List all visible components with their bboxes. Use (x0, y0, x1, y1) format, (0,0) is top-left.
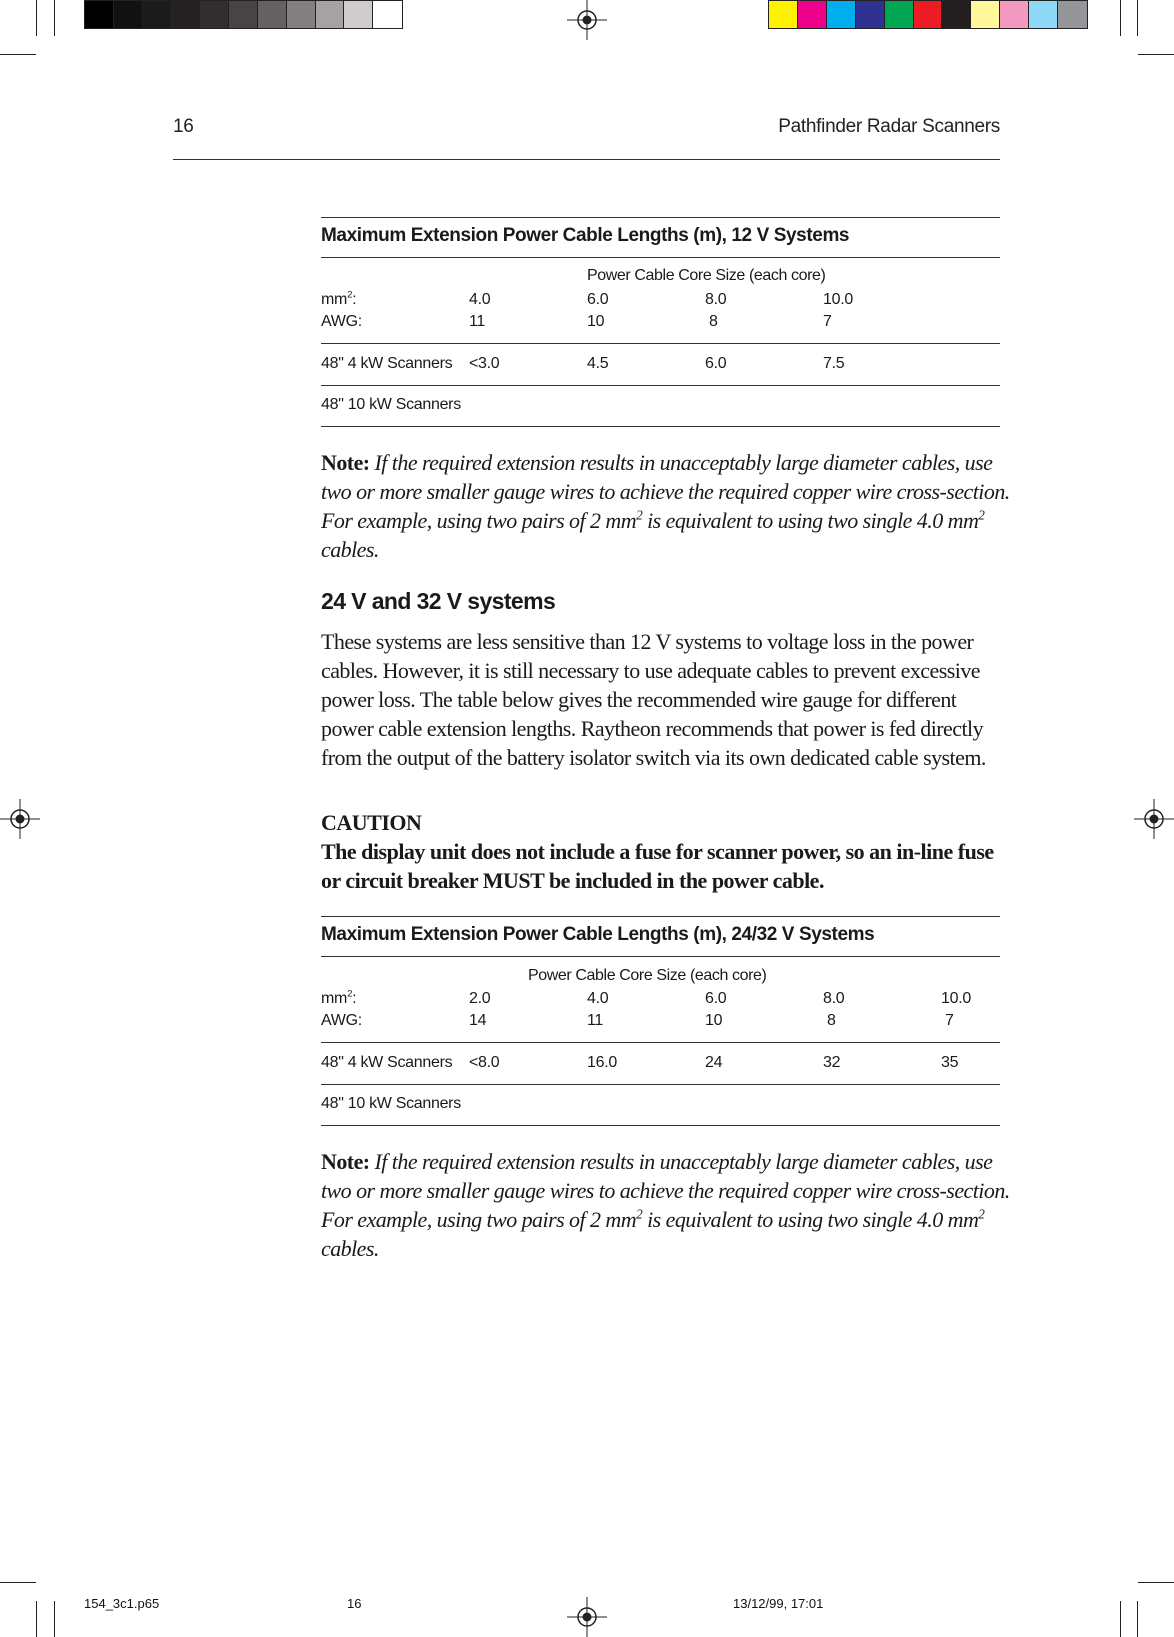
table-cell: 10 (587, 313, 605, 330)
table-cell: 14 (469, 1012, 487, 1029)
table-cell: 6.0 (705, 355, 727, 372)
table-cell: 8.0 (823, 990, 845, 1007)
table-cell: 8 (827, 1012, 836, 1029)
registration-mark-icon (567, 0, 607, 40)
registration-mark-icon (0, 799, 40, 839)
table-rule (321, 257, 1000, 258)
running-title: Pathfinder Radar Scanners (778, 116, 1000, 137)
table-cell: 4.0 (469, 291, 491, 308)
color-swatch (1058, 1, 1087, 28)
row-label-awg: AWG: (321, 1012, 362, 1029)
note-text: If the required extension results in unacceptably large diameter cables, use two or more smaller gauge wires to achieve the required copper wire cross-section. For example, using two pairs of 2 $mm^2$ is equivalent to using two single 4.0 $mm^2$ cables. (321, 1149, 1010, 1261)
row-label-mm: $mm^2$: (321, 988, 357, 1007)
color-swatch (798, 1, 827, 28)
table-rule (321, 385, 1000, 386)
color-swatch (971, 1, 1000, 28)
color-swatch (1000, 1, 1029, 28)
color-swatch (114, 1, 143, 28)
color-swatch (258, 1, 287, 28)
row-label-4kw: 48" 4 kW Scanners (321, 1054, 453, 1071)
color-swatch (316, 1, 345, 28)
table-cell: 6.0 (705, 990, 727, 1007)
row-label-10kw: 48" 10 kW Scanners (321, 396, 461, 413)
table-cell: 7.5 (823, 355, 845, 372)
section-body: These systems are less sensitive than 12 V systems to voltage loss in the power cables. However, it is still necessary to use adequate cables to prevent excessive power loss. The table below gives the recommended wire gauge for different power cable extension lengths. Raytheon recommends that power is fed directly from the output of the battery isolator switch via its own dedicated cable system. (321, 629, 986, 770)
color-swatch (856, 1, 885, 28)
table-title: Maximum Extension Power Cable Lengths (m), 12 V Systems (321, 225, 850, 246)
caution-text: The display unit does not include a fuse for scanner power, so an in-line fuse or circuit breaker MUST be included in the power cable. (321, 839, 994, 893)
note-paragraph (321, 448, 1011, 564)
table-rule (321, 1042, 1000, 1043)
registration-mark-icon (567, 1597, 607, 1637)
table-cell: <3.0 (469, 355, 500, 372)
row-label-4kw: 48" 4 kW Scanners (321, 355, 453, 372)
table-cell: 16.0 (587, 1054, 617, 1071)
table-cell: 4.5 (587, 355, 609, 372)
table-cell: 8 (709, 313, 718, 330)
color-swatch (769, 1, 798, 28)
color-swatch (85, 1, 114, 28)
note-paragraph (321, 1147, 1011, 1263)
note-text: If the required extension results in unacceptably large diameter cables, use two or more smaller gauge wires to achieve the required copper wire cross-section. For example, using two pairs of 2 $mm^2$ is equivalent to using two single 4.0 $mm^2$ cables. (321, 450, 1010, 562)
table-rule (321, 1125, 1000, 1126)
row-label-mm: $mm^2$: (321, 289, 357, 308)
color-swatch (373, 1, 402, 28)
table-cell: 10 (705, 1012, 723, 1029)
color-swatch (942, 1, 971, 28)
color-swatch (287, 1, 316, 28)
table-cell: 8.0 (705, 291, 727, 308)
table-cell: 7 (823, 313, 832, 330)
table-cell: 10.0 (941, 990, 971, 1007)
table-rule (321, 916, 1000, 917)
process-color-bar (768, 0, 1088, 29)
table-cell: 10.0 (823, 291, 853, 308)
section-heading: 24 V and 32 V systems (321, 588, 556, 614)
caution-label: CAUTION (321, 810, 422, 835)
table-subheader: Power Cable Core Size (each core) (528, 967, 767, 984)
table-cell: 24 (705, 1054, 723, 1071)
note-label: Note: (321, 450, 370, 475)
header-rule (173, 159, 1000, 160)
slug-file-name: 154_3c1.p65 (84, 1596, 160, 1611)
color-swatch (914, 1, 943, 28)
table-12v (321, 217, 1000, 429)
color-swatch (344, 1, 373, 28)
table-cell: 6.0 (587, 291, 609, 308)
color-swatch (229, 1, 258, 28)
note-label: Note: (321, 1149, 370, 1174)
color-swatch (171, 1, 200, 28)
table-cell: 35 (941, 1054, 959, 1071)
table-cell: 11 (469, 313, 486, 330)
table-cell: 32 (823, 1054, 841, 1071)
row-label-10kw: 48" 10 kW Scanners (321, 1095, 461, 1112)
slug-page: 16 (347, 1596, 362, 1611)
table-rule (321, 956, 1000, 957)
color-swatch (827, 1, 856, 28)
table-rule (321, 1084, 1000, 1085)
table-cell: 7 (945, 1012, 954, 1029)
color-swatch (143, 1, 172, 28)
color-swatch (200, 1, 229, 28)
table-title: Maximum Extension Power Cable Lengths (m), 24/32 V Systems (321, 924, 875, 945)
caution-block (321, 808, 1011, 895)
table-cell: <8.0 (469, 1054, 500, 1071)
color-swatch (1029, 1, 1058, 28)
page-number: 16 (173, 116, 194, 137)
table-rule (321, 343, 1000, 344)
table-24-32v (321, 916, 1000, 1128)
table-rule (321, 217, 1000, 218)
table-rule (321, 426, 1000, 427)
slug-timestamp: 13/12/99, 17:01 (733, 1596, 824, 1611)
table-cell: 11 (587, 1012, 604, 1029)
table-subheader: Power Cable Core Size (each core) (587, 267, 826, 284)
table-cell: 4.0 (587, 990, 609, 1007)
row-label-awg: AWG: (321, 313, 362, 330)
registration-mark-icon (1134, 799, 1174, 839)
table-cell: 2.0 (469, 990, 491, 1007)
gray-color-bar (84, 0, 403, 29)
color-swatch (885, 1, 914, 28)
